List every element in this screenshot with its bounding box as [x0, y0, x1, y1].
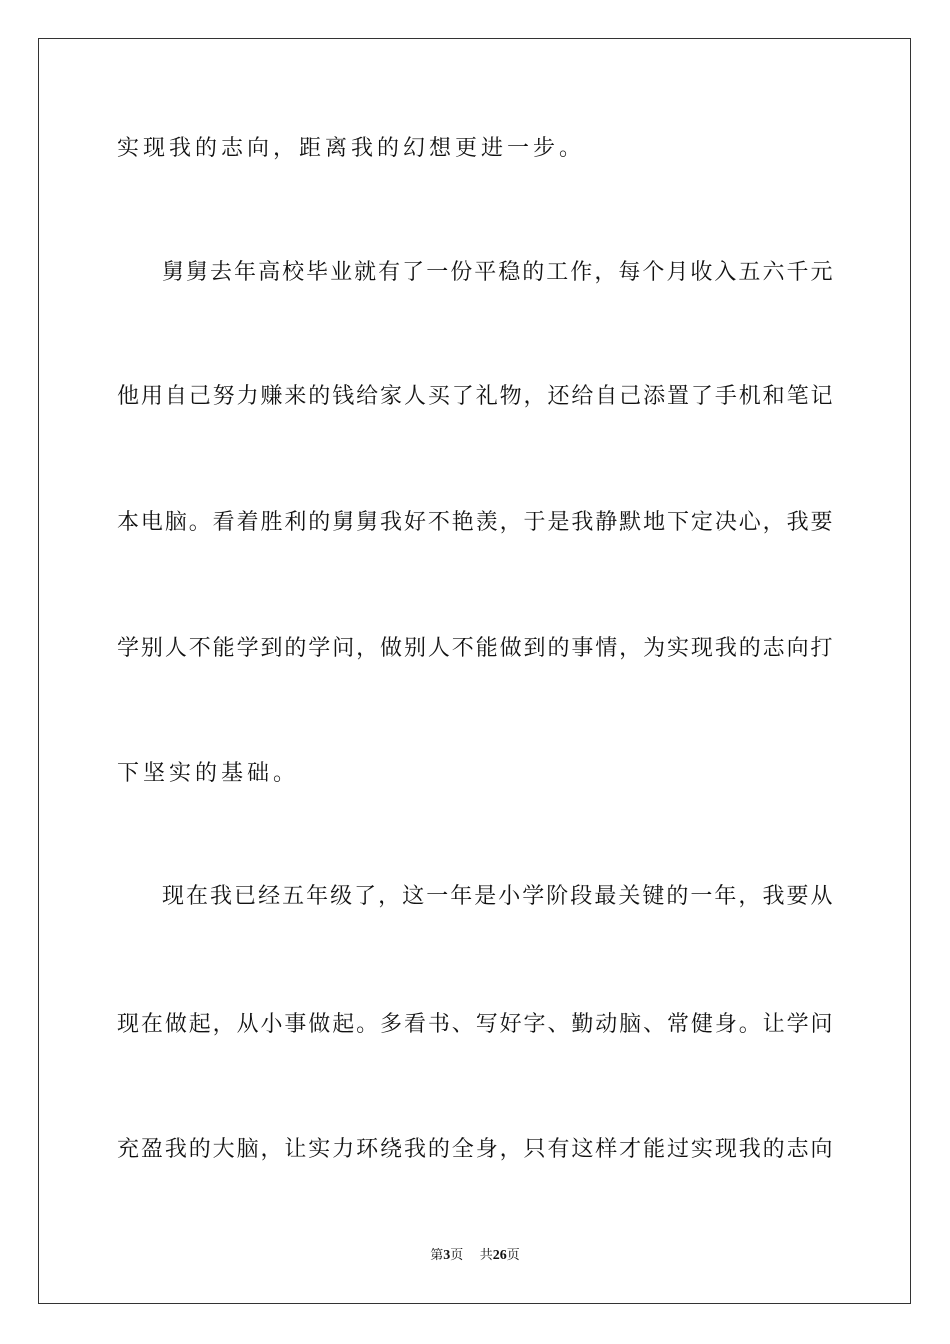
- page-suffix: 页: [450, 1248, 464, 1263]
- page-number: 3: [443, 1248, 451, 1263]
- page-prefix: 第: [430, 1248, 444, 1263]
- text-line-7: 现在我已经五年级了，这一年是小学阶段最关键的一年，我要从: [162, 884, 833, 909]
- page-footer: [0, 1247, 950, 1265]
- text-line-9: 充盈我的大脑，让实力环绕我的全身，只有这样才能过实现我的志向: [117, 1137, 833, 1162]
- text-line-3: 他用自己努力赚来的钱给家人买了礼物，还给自己添置了手机和笔记: [117, 384, 833, 409]
- text-line-2: 舅舅去年高校毕业就有了一份平稳的工作，每个月收入五六千元: [162, 260, 833, 285]
- page-border: [38, 38, 911, 1304]
- text-line-4: 本电脑。看着胜利的舅舅我好不艳羡，于是我静默地下定决心，我要: [117, 510, 833, 535]
- total-prefix: 共: [479, 1248, 493, 1263]
- total-suffix: 页: [506, 1248, 520, 1263]
- text-line-8: 现在做起，从小事做起。多看书、写好字、勤动脑、常健身。让学问: [117, 1012, 833, 1037]
- text-line-5: 学别人不能学到的学问，做别人不能做到的事情，为实现我的志向打: [117, 636, 833, 661]
- total-pages: 26: [492, 1248, 507, 1263]
- text-line-1: 实现我的志向，距离我的幻想更进一步。: [117, 136, 586, 161]
- text-line-6: 下坚实的基础。: [117, 761, 300, 786]
